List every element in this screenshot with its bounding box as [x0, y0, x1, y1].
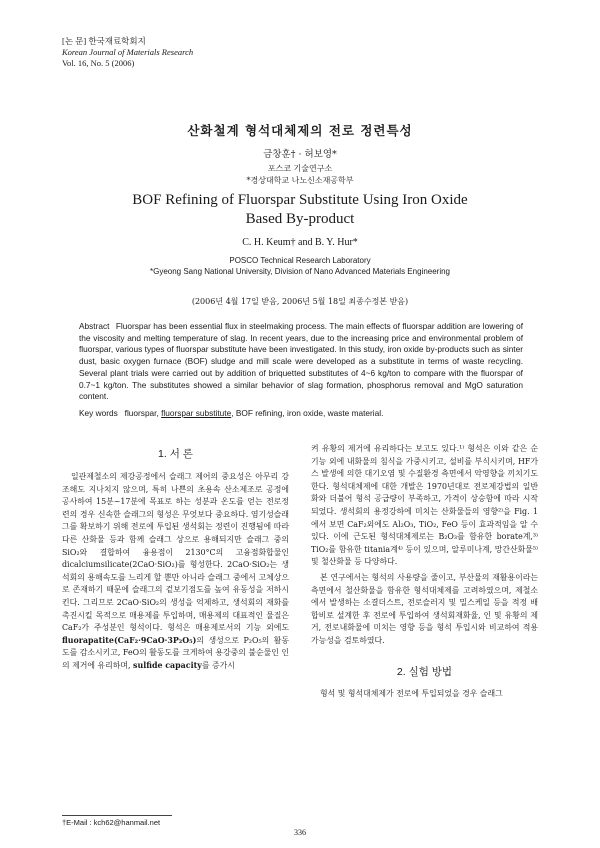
right-column-body [311, 443, 538, 648]
section-1-text-end: 를 증가시 [201, 660, 235, 670]
affiliation-en-1: POSCO Technical Research Laboratory [229, 256, 371, 265]
page-number: 336 [294, 828, 306, 837]
journal-line-kr: [논 문] 한국재료학회지 [62, 36, 146, 46]
section-1-paragraph [62, 471, 289, 673]
section-1-title: 1. 서 론 [158, 448, 193, 460]
journal-volume: Vol. 16, No. 5 (2006) [62, 58, 135, 68]
right-column [311, 443, 538, 700]
title-english [0, 191, 600, 229]
section-2-title: 2. 실험 방법 [396, 665, 453, 678]
affiliation-kr-2: *경상대학교 나노신소재공학부 [246, 176, 354, 185]
title-english-line-2: Based By-product [245, 211, 355, 227]
affiliation-en-2: *Gyeong Sang National University, Division of Nano Advanced Materials Engineering [149, 266, 450, 276]
keywords-pre: fluorspar, [124, 408, 159, 418]
authors-english: C. H. Keum† and B. Y. Hur* [242, 237, 358, 248]
footnote-rule [62, 815, 172, 816]
title-korean: 산화철계 형석대체제의 전로 정련특성 [187, 123, 413, 138]
section-1-bold-term: fluorapatite(CaF₂·9CaO·3P₂O₅) [62, 635, 197, 645]
col2-paragraph-3: 형석 및 형석대체제가 전로에 투입되었을 경우 슬래그 [320, 688, 503, 698]
journal-header [62, 36, 193, 69]
keywords-underlined: fluorspar substitute [161, 408, 232, 418]
keywords-label: Key words [79, 408, 118, 418]
col2-paragraph-1: 켜 유황의 제거에 유리하다는 보고도 있다.¹⁾ 형석은 이와 같은 순기능 외에 내화물의 침식을 가중시키고, 설비를 부식시키며, HF가스 발생에 의한 대기오염 및 수질환경 측면에서 악영향을 끼치기도 한다. 형석대체제에 대한 개발은 1970년대로 전로제강법의 일반화와 더불어 형석 공급량이 부족하고, 가격이 상승함에 따라 시작되었다. 생석회의 용정강하에 미치는 산화물들의 영향²⁾을 Fig. 1에서 보면 CaF₂외에도 Al₂O₃, TiO₂, FeO 등이 효과적임을 알 수 있다. 이에 근도된 형석대체제로는 B₂O₃를 함유한 borate계,³⁾ TiO₂를 함유한 titania계⁴⁾ 등이 있으며, 알루미나계, 망간산화물⁵⁾ 및 철산화물 등 다양하다. [311, 444, 538, 567]
section-1-body [62, 471, 289, 673]
affiliations-korean [0, 163, 600, 187]
title-english-line-1: BOF Refining of Fluorspar Substitute Using Iron Oxide [132, 192, 468, 208]
abstract-label: Abstract [79, 321, 110, 331]
authors-korean: 금창훈† · 허보영* [263, 149, 337, 160]
section-2-body [311, 688, 538, 701]
keywords-post: , BOF refining, iron oxide, waste material. [231, 408, 384, 418]
received-dates: (2006년 4월 17일 받음, 2006년 5월 18일 최종수정본 받음) [191, 297, 409, 306]
col2-paragraph-2: 본 연구에서는 형석의 사용량을 줄이고, 부산물의 재활용이라는 측면에서 철산화물을 함유한 형석대체제를 고려하였으며, 제철소에서 발생하는 소결더스트, 전로슬러지 및 밀스케일 등을 적정 배합비로 설계한 후 전로에 투입하여 생석회재화율, 인 및 유황의 제거, 전로내화물에 미치는 영향 등을 형석 투입시와 비교하여 적용 가능성을 검토하였다. [311, 572, 538, 645]
footnote-email: †E-Mail : kch62@hanmail.net [62, 818, 161, 827]
abstract-text: Fluorspar has been essential flux in steelmaking process. The main effects of fluorspar addition are lowering of the viscosity and melting temperature of slag. In recent years, due to the increasing price and environmental problem of fluorspar, various types of fluorspar substitute have been investigated. In this study, iron oxide by-products such as sinter dust, basic oxygen furnace (BOF) sludge and mill scale were developed as a substitute in terms of waste recycling. Several plant trials were carried out by addition of briquetted substitutes of 4~6 kg/ton to compare with the fluorspar of 0.7~1 kg/ton. The substitutes showed a similar behavior of slag formation, phosphorus removal and MgO saturation content. [79, 321, 524, 402]
affiliations-english [0, 256, 600, 277]
keywords [79, 408, 523, 418]
affiliation-kr-1: 포스코 기술연구소 [267, 164, 333, 173]
abstract [79, 321, 523, 403]
section-1-text-tail: 의 생성으로 P₂O₅의 활동도를 감소시키고, FeO의 활동도를 크게하여 용강중의 불순물인 인의 제거에 유리하며, [62, 635, 289, 670]
left-column [62, 446, 289, 673]
journal-line-en: Korean Journal of Materials Research [62, 47, 194, 57]
section-1-text: 일관제철소의 제강공정에서 슬래그 제어의 중요성은 아무리 강조해도 지나치지 않으며, 특히 나쁜의 초용속 산소제조로 공정에 공사하여 15분~17분에 목표로 하는 성분과 온도를 얻는 전로정련의 경우 신속한 슬래그의 형성은 무엇보다 중요하다. 염기성슬래그를 확보하기 위해 전로에 투입된 생석회는 정련이 진행됨에 따라 다른 산화물 등과 함께 슬래그 상으로 용해되지만 슬래그 중의 SiO₂와 결합하여 융용점이 2130°C의 고융점화합물인 dicalciumsilicate(2CaO·SiO₂)를 형성한다. 2CaO·SiO₂는 생석회의 용해속도를 느리게 할 뿐만 아니라 슬래그 중에서 고체상으로 존재하기 때문에 슬래그의 겉보기점도를 높여 유동성을 저하시킨다. 그리므로 2CaO·SiO₂의 생성을 억제하고, 생석회의 재화를 촉진시킬 목적으로 매용제를 투입하며, 매용제의 대표적인 물질은 CaF₂가 주성분인 형석이다. 형석은 매용제로서의 기능 외에도 [62, 472, 289, 633]
section-1-bold-term-2: sulfide capacity [133, 660, 202, 670]
